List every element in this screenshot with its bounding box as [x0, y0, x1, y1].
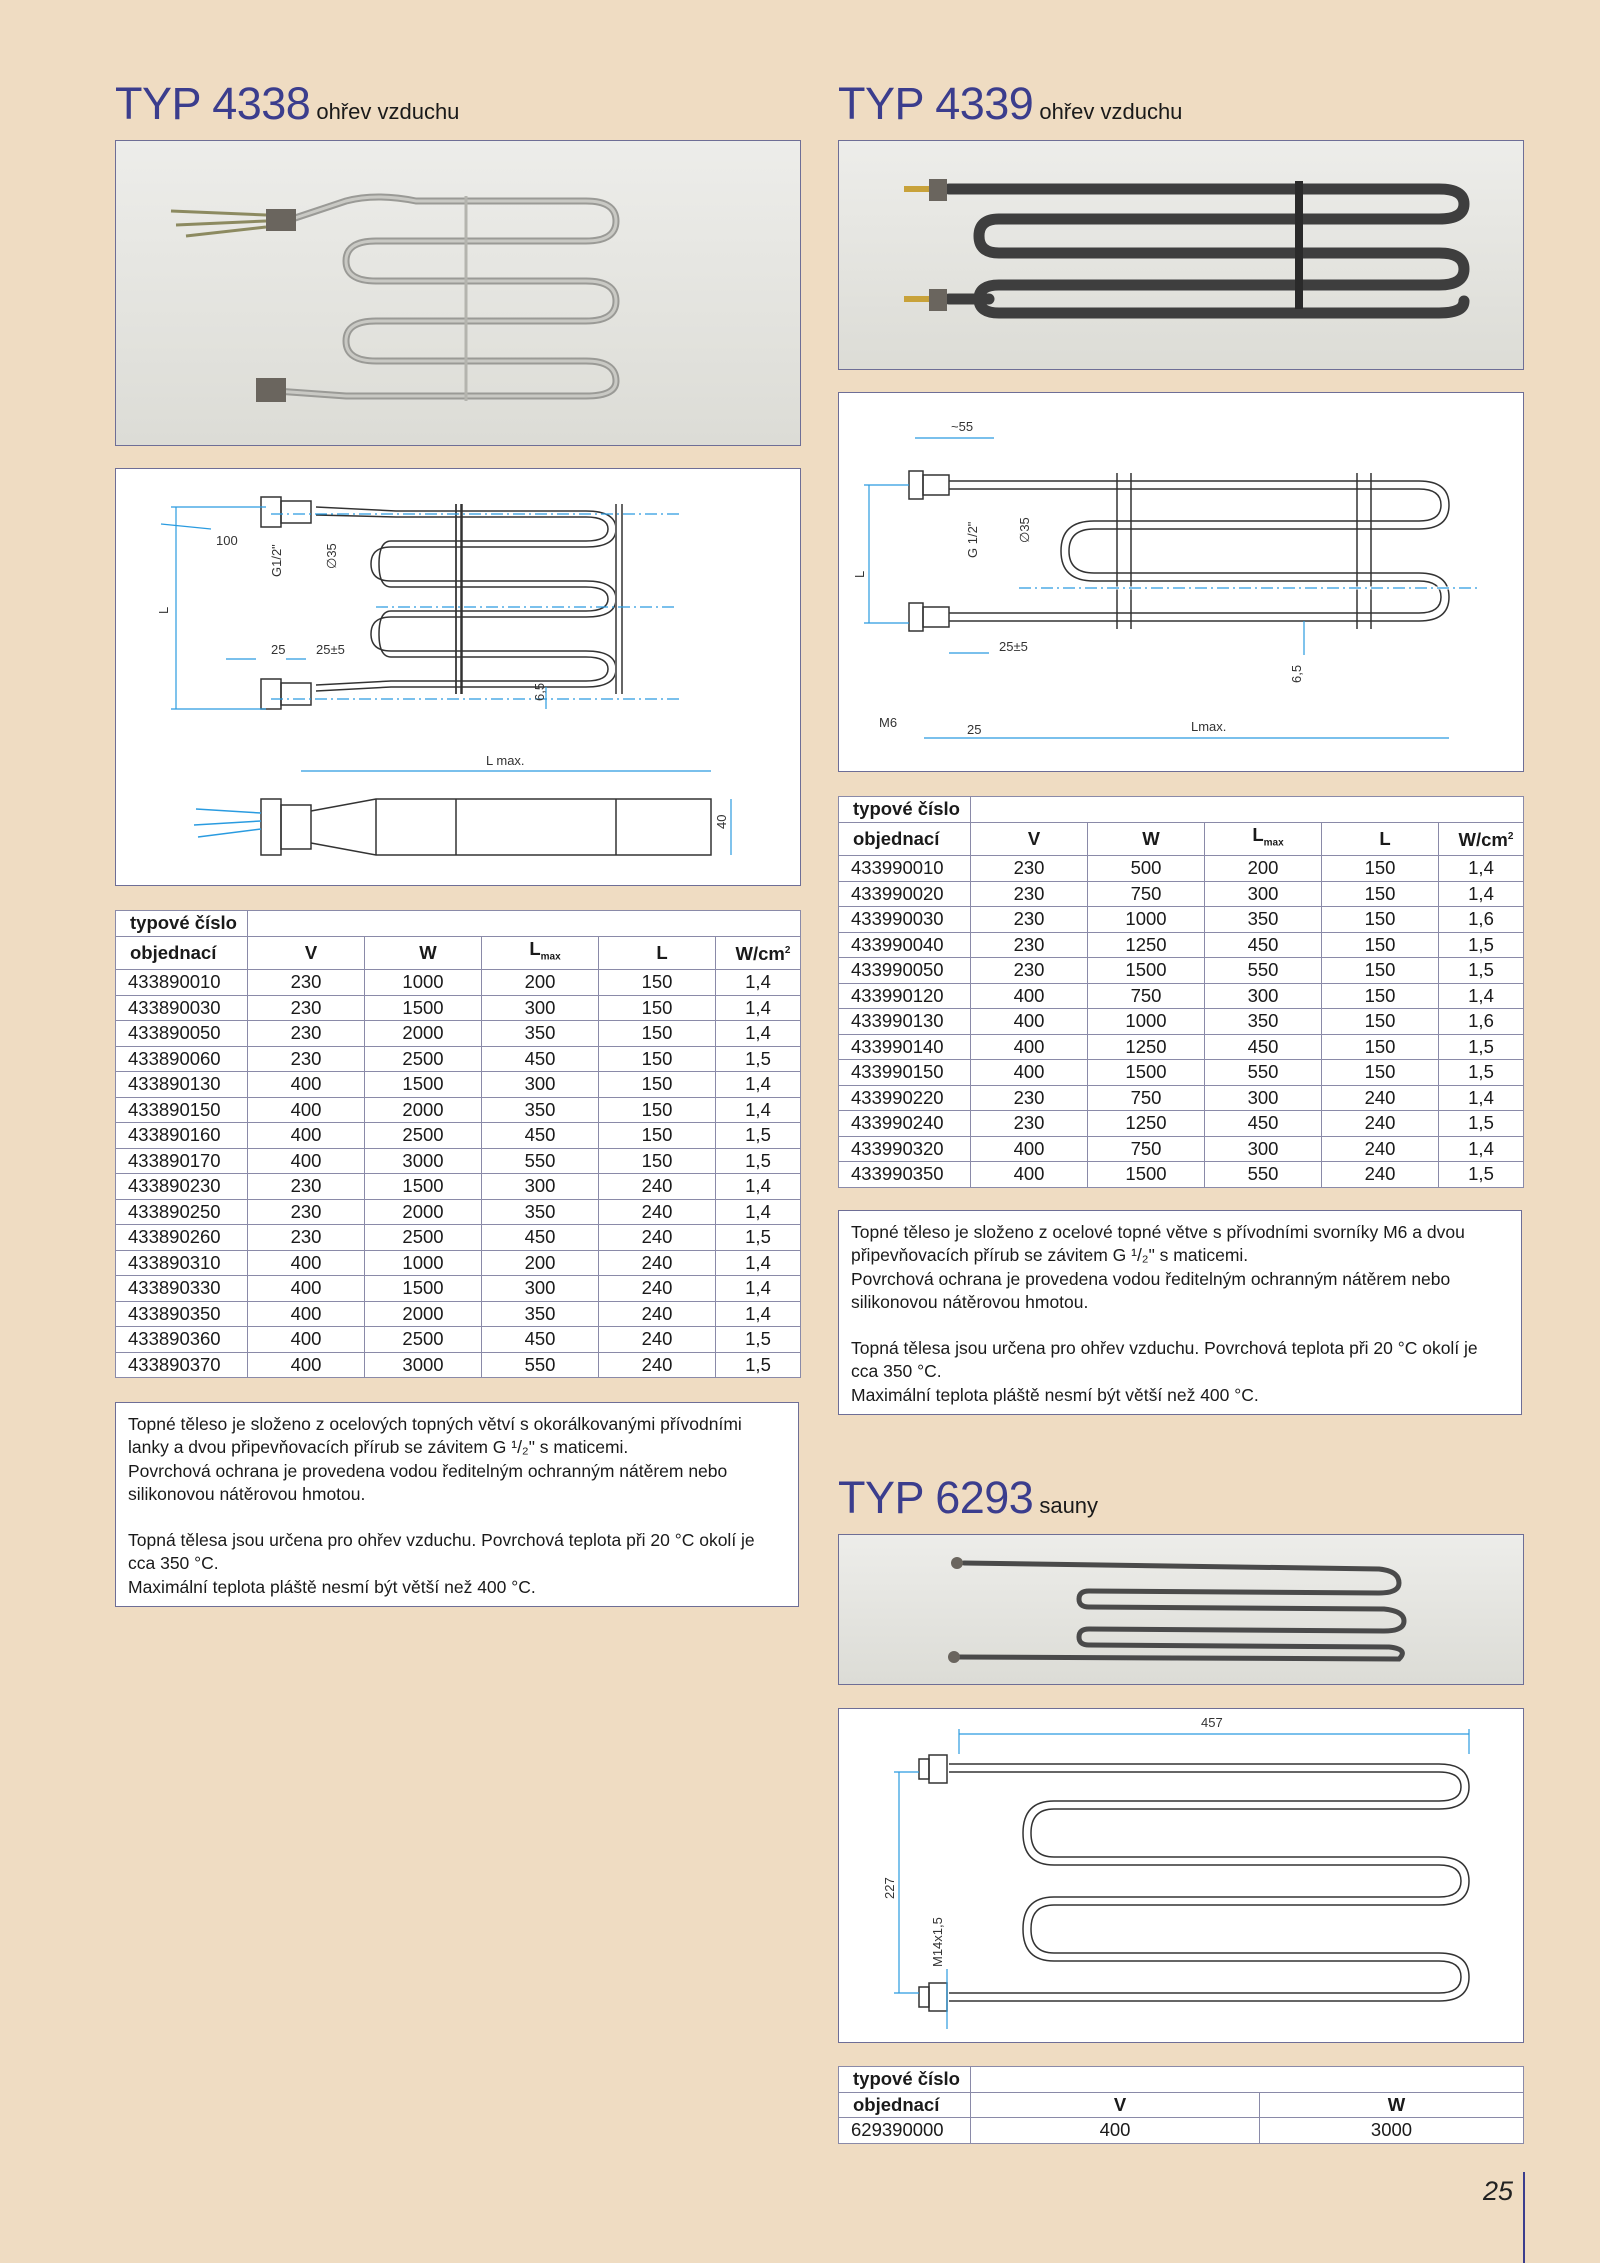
- value-cell: 150: [1322, 1060, 1439, 1086]
- value-cell: 240: [1322, 1111, 1439, 1137]
- description-box: [115, 1402, 799, 1607]
- value-cell: 1,5: [1439, 932, 1524, 958]
- header-cell-empty: [248, 911, 801, 937]
- value-cell: 1,6: [1439, 1009, 1524, 1035]
- table-row: [116, 1276, 801, 1302]
- description-text: Topné těleso je složeno z ocelové topné větve s přívodními svorníky M6 a dvou připevňovacích přírub se závitem G ¹/₂" s maticemi.: [851, 1222, 1465, 1266]
- order-number-cell: 433990350: [839, 1162, 971, 1188]
- value-cell: 1500: [1088, 958, 1205, 984]
- header-cell: V: [248, 936, 365, 970]
- table-row: [116, 970, 801, 996]
- table-row: [839, 1162, 1524, 1188]
- order-number-cell: 433890370: [116, 1352, 248, 1378]
- value-cell: 240: [599, 1352, 716, 1378]
- value-cell: 550: [482, 1352, 599, 1378]
- value-cell: 400: [248, 1097, 365, 1123]
- value-cell: 150: [599, 995, 716, 1021]
- value-cell: 2500: [365, 1225, 482, 1251]
- value-cell: 150: [599, 1148, 716, 1174]
- value-cell: 150: [1322, 1034, 1439, 1060]
- value-cell: 2000: [365, 1021, 482, 1047]
- value-cell: 1,5: [1439, 1060, 1524, 1086]
- section-heading: [838, 78, 1182, 130]
- value-cell: 1,4: [1439, 856, 1524, 882]
- value-cell: 300: [482, 995, 599, 1021]
- table-row: [116, 1327, 801, 1353]
- header-cell: typové číslo: [116, 911, 248, 937]
- value-cell: 150: [1322, 1009, 1439, 1035]
- value-cell: 1,6: [1439, 907, 1524, 933]
- value-cell: 350: [1205, 1009, 1322, 1035]
- table-row: [839, 856, 1524, 882]
- value-cell: 1000: [1088, 1009, 1205, 1035]
- type-subtitle: sauny: [1039, 1493, 1099, 1518]
- table-row: [839, 932, 1524, 958]
- value-cell: 240: [599, 1174, 716, 1200]
- order-number-cell: 433890360: [116, 1327, 248, 1353]
- dim-25-5: 25±5: [316, 642, 345, 657]
- value-cell: 400: [971, 1162, 1088, 1188]
- value-cell: 240: [1322, 1136, 1439, 1162]
- table-row: [116, 1250, 801, 1276]
- type-title: TYP 4338: [115, 78, 311, 129]
- value-cell: 450: [482, 1327, 599, 1353]
- order-number-cell: 433990150: [839, 1060, 971, 1086]
- table-row: [839, 958, 1524, 984]
- value-cell: 150: [1322, 856, 1439, 882]
- value-cell: 1500: [1088, 1060, 1205, 1086]
- dim-6-5: 6,5: [532, 682, 547, 701]
- value-cell: 300: [482, 1174, 599, 1200]
- value-cell: 2000: [365, 1301, 482, 1327]
- value-cell: 1,5: [1439, 1162, 1524, 1188]
- value-cell: 230: [971, 932, 1088, 958]
- value-cell: 240: [599, 1199, 716, 1225]
- value-cell: 350: [482, 1301, 599, 1327]
- type-subtitle: ohřev vzduchu: [1039, 99, 1183, 124]
- value-cell: 230: [248, 1021, 365, 1047]
- dim-l1: L: [156, 606, 171, 614]
- dim-d35: ∅35: [1017, 517, 1032, 543]
- technical-drawing: [838, 1708, 1524, 2043]
- value-cell: 230: [971, 958, 1088, 984]
- table-header-row: [116, 911, 801, 937]
- value-cell: 1,5: [1439, 1034, 1524, 1060]
- value-cell: 1,5: [716, 1225, 801, 1251]
- header-cell: $W/cm^2$: [716, 936, 801, 970]
- value-cell: 1000: [1088, 907, 1205, 933]
- value-cell: 400: [248, 1148, 365, 1174]
- order-number-cell: 433890130: [116, 1072, 248, 1098]
- header-cell: objednací: [116, 936, 248, 970]
- value-cell: 1,5: [716, 1123, 801, 1149]
- value-cell: 400: [971, 1136, 1088, 1162]
- value-cell: 240: [599, 1225, 716, 1251]
- type-title: TYP 6293: [838, 1472, 1034, 1523]
- dim-l1: L: [852, 570, 867, 578]
- value-cell: 1,5: [716, 1148, 801, 1174]
- table-body: [839, 856, 1524, 1188]
- header-cell: $L_{max}$: [1205, 822, 1322, 856]
- value-cell: 2500: [365, 1327, 482, 1353]
- table-row: [116, 1021, 801, 1047]
- order-number-cell: 433990010: [839, 856, 971, 882]
- table-row: [116, 1123, 801, 1149]
- value-cell: 1,4: [716, 1199, 801, 1225]
- value-cell: 150: [599, 970, 716, 996]
- header-cell: typové číslo: [839, 797, 971, 823]
- product-photo: [838, 140, 1524, 370]
- table-row: [839, 983, 1524, 1009]
- table-header-row: [839, 797, 1524, 823]
- value-cell: 2000: [365, 1097, 482, 1123]
- value-cell: 150: [599, 1097, 716, 1123]
- dim-m14: M14x1,5: [930, 1917, 945, 1967]
- value-cell: 1,4: [1439, 1136, 1524, 1162]
- table-row: [116, 1097, 801, 1123]
- drawing-4339: [839, 393, 1523, 771]
- value-cell: 240: [599, 1276, 716, 1302]
- value-cell: 550: [1205, 958, 1322, 984]
- table-row: [839, 1009, 1524, 1035]
- drawing-6293: [839, 1709, 1523, 2042]
- table-row: [116, 1301, 801, 1327]
- value-cell: 300: [1205, 1136, 1322, 1162]
- value-cell: 500: [1088, 856, 1205, 882]
- value-cell: 1500: [1088, 1162, 1205, 1188]
- value-cell: 3000: [1260, 2118, 1524, 2144]
- order-number-cell: 433890030: [116, 995, 248, 1021]
- value-cell: 230: [971, 856, 1088, 882]
- technical-drawing: [838, 392, 1524, 772]
- dim-100: 100: [216, 533, 238, 548]
- value-cell: 1,5: [1439, 1111, 1524, 1137]
- description-box: [838, 1210, 1522, 1415]
- value-cell: 150: [599, 1072, 716, 1098]
- header-cell: L: [1322, 822, 1439, 856]
- value-cell: 400: [971, 1009, 1088, 1035]
- header-cell-empty: [971, 2067, 1524, 2093]
- value-cell: 150: [1322, 932, 1439, 958]
- value-cell: 1250: [1088, 932, 1205, 958]
- section-heading: [115, 78, 459, 130]
- value-cell: 230: [248, 1174, 365, 1200]
- value-cell: 400: [248, 1301, 365, 1327]
- table-body: [116, 970, 801, 1378]
- page-number-bar: [1523, 2172, 1525, 2263]
- table-row: [839, 1085, 1524, 1111]
- value-cell: 1500: [365, 1174, 482, 1200]
- value-cell: 300: [1205, 1085, 1322, 1111]
- value-cell: 1,4: [1439, 881, 1524, 907]
- value-cell: 230: [248, 995, 365, 1021]
- order-number-cell: 433890050: [116, 1021, 248, 1047]
- table-row: [116, 1148, 801, 1174]
- header-cell: W: [365, 936, 482, 970]
- value-cell: 230: [971, 907, 1088, 933]
- value-cell: 1,5: [716, 1352, 801, 1378]
- value-cell: 240: [1322, 1162, 1439, 1188]
- value-cell: 1,4: [716, 1301, 801, 1327]
- dim-lmax: L max.: [486, 753, 525, 768]
- value-cell: 150: [1322, 881, 1439, 907]
- dim-g12: G 1/2": [965, 521, 980, 558]
- order-number-cell: 433990140: [839, 1034, 971, 1060]
- section-heading: [838, 1472, 1098, 1524]
- value-cell: 400: [248, 1123, 365, 1149]
- value-cell: 450: [482, 1225, 599, 1251]
- type-subtitle: ohřev vzduchu: [316, 99, 460, 124]
- order-number-cell: 433890150: [116, 1097, 248, 1123]
- value-cell: 400: [248, 1327, 365, 1353]
- header-cell: L: [599, 936, 716, 970]
- value-cell: 1500: [365, 1072, 482, 1098]
- dim-25: 25: [271, 642, 286, 657]
- dim-25-5: 25±5: [999, 639, 1028, 654]
- value-cell: 400: [248, 1072, 365, 1098]
- table-header-row: [839, 2092, 1524, 2118]
- value-cell: 400: [248, 1352, 365, 1378]
- spec-table-4339: [838, 796, 1524, 1188]
- value-cell: 750: [1088, 983, 1205, 1009]
- order-number-cell: 433990020: [839, 881, 971, 907]
- table-row: [116, 995, 801, 1021]
- value-cell: 300: [1205, 983, 1322, 1009]
- type-title: TYP 4339: [838, 78, 1034, 129]
- value-cell: 230: [248, 1225, 365, 1251]
- header-cell-empty: [971, 797, 1524, 823]
- header-cell: typové číslo: [839, 2067, 971, 2093]
- value-cell: 230: [248, 1046, 365, 1072]
- value-cell: 240: [599, 1301, 716, 1327]
- order-number-cell: 433990030: [839, 907, 971, 933]
- description-text: Povrchová ochrana je provedena vodou ředitelným ochranným nátěrem nebo silikonovou nátěrovou hmotou.: [128, 1460, 728, 1504]
- order-number-cell: 433890350: [116, 1301, 248, 1327]
- value-cell: 1,4: [716, 1276, 801, 1302]
- value-cell: 200: [1205, 856, 1322, 882]
- value-cell: 550: [482, 1148, 599, 1174]
- table-row: [116, 1352, 801, 1378]
- value-cell: 3000: [365, 1352, 482, 1378]
- value-cell: 1,4: [716, 1021, 801, 1047]
- value-cell: 750: [1088, 881, 1205, 907]
- header-cell: $L_{max}$: [482, 936, 599, 970]
- table-header-row: [839, 2067, 1524, 2093]
- value-cell: 150: [1322, 907, 1439, 933]
- value-cell: 230: [971, 1111, 1088, 1137]
- value-cell: 1,5: [716, 1046, 801, 1072]
- table-row: [116, 1199, 801, 1225]
- page-number: 25: [1483, 2176, 1514, 2206]
- heater-photo-illustration: [839, 141, 1523, 369]
- value-cell: 1,4: [716, 1072, 801, 1098]
- value-cell: 1,4: [716, 995, 801, 1021]
- value-cell: 1,4: [716, 970, 801, 996]
- order-number-cell: 433990040: [839, 932, 971, 958]
- order-number-cell: 433890170: [116, 1148, 248, 1174]
- heater-photo-illustration: [839, 1535, 1523, 1684]
- table-body: [839, 2118, 1524, 2144]
- order-number-cell: 433890010: [116, 970, 248, 996]
- value-cell: 450: [482, 1046, 599, 1072]
- description-text: Topné těleso je složeno z ocelových topných větví s okorálkovanými přívodními lanky a dvou připevňovacích přírub se závitem G ¹/₂" s maticemi.: [128, 1414, 742, 1458]
- value-cell: 1,4: [1439, 1085, 1524, 1111]
- order-number-cell: 433890160: [116, 1123, 248, 1149]
- value-cell: 200: [482, 970, 599, 996]
- order-number-cell: 433990320: [839, 1136, 971, 1162]
- description-text: Topná tělesa jsou určena pro ohřev vzduchu. Povrchová teplota při 20 °C okolí je cca 350 °C.: [128, 1530, 755, 1574]
- header-cell: V: [971, 822, 1088, 856]
- dim-25: 25: [967, 722, 982, 737]
- value-cell: 350: [482, 1021, 599, 1047]
- order-number-cell: 433990130: [839, 1009, 971, 1035]
- description-text: Maximální teplota pláště nesmí být větší než 400 °C.: [128, 1576, 536, 1597]
- value-cell: 450: [1205, 1111, 1322, 1137]
- value-cell: 400: [248, 1276, 365, 1302]
- value-cell: 1250: [1088, 1034, 1205, 1060]
- value-cell: 1,4: [716, 1250, 801, 1276]
- order-number-cell: 433990120: [839, 983, 971, 1009]
- table-row: [839, 1034, 1524, 1060]
- table-row: [116, 1072, 801, 1098]
- value-cell: 300: [482, 1276, 599, 1302]
- description-text: Topná tělesa jsou určena pro ohřev vzduchu. Povrchová teplota při 20 °C okolí je cca 350 °C.: [851, 1338, 1478, 1382]
- value-cell: 550: [1205, 1162, 1322, 1188]
- value-cell: 200: [482, 1250, 599, 1276]
- value-cell: 240: [599, 1327, 716, 1353]
- value-cell: 400: [971, 1060, 1088, 1086]
- value-cell: 750: [1088, 1136, 1205, 1162]
- value-cell: 150: [1322, 983, 1439, 1009]
- value-cell: 240: [1322, 1085, 1439, 1111]
- value-cell: 300: [482, 1072, 599, 1098]
- dim-g12: G1/2": [269, 544, 284, 577]
- value-cell: 150: [1322, 958, 1439, 984]
- order-number-cell: 433990220: [839, 1085, 971, 1111]
- value-cell: 400: [971, 2118, 1260, 2144]
- order-number-cell: 433890330: [116, 1276, 248, 1302]
- dim-40: 40: [714, 814, 729, 829]
- value-cell: 450: [1205, 1034, 1322, 1060]
- table-row: [839, 1060, 1524, 1086]
- value-cell: 2000: [365, 1199, 482, 1225]
- order-number-cell: 433890250: [116, 1199, 248, 1225]
- dim-lmax: Lmax.: [1191, 719, 1227, 734]
- spec-table-4338: [115, 910, 801, 1378]
- value-cell: 150: [599, 1021, 716, 1047]
- description-text: Povrchová ochrana je provedena vodou ředitelným ochranným nátěrem nebo silikonovou nátěrovou hmotou.: [851, 1268, 1451, 1312]
- dim-d35: ∅35: [324, 543, 339, 569]
- heater-photo-illustration: [116, 141, 800, 445]
- technical-drawing: [115, 468, 801, 886]
- value-cell: 450: [482, 1123, 599, 1149]
- dim-6-5: 6,5: [1289, 664, 1304, 683]
- table-row: [839, 1136, 1524, 1162]
- table-row: [839, 907, 1524, 933]
- value-cell: 1000: [365, 1250, 482, 1276]
- value-cell: 3000: [365, 1148, 482, 1174]
- table-header-row: [839, 822, 1524, 856]
- dim-m6: M6: [879, 715, 898, 730]
- value-cell: 350: [1205, 907, 1322, 933]
- value-cell: 400: [971, 1034, 1088, 1060]
- header-cell: objednací: [839, 822, 971, 856]
- value-cell: 1,4: [716, 1174, 801, 1200]
- order-number-cell: 433890260: [116, 1225, 248, 1251]
- value-cell: 2500: [365, 1123, 482, 1149]
- value-cell: 1000: [365, 970, 482, 996]
- value-cell: 240: [599, 1250, 716, 1276]
- table-row: [116, 1225, 801, 1251]
- description-text: Maximální teplota pláště nesmí být větší než 400 °C.: [851, 1384, 1259, 1405]
- value-cell: 400: [971, 983, 1088, 1009]
- value-cell: 1250: [1088, 1111, 1205, 1137]
- value-cell: 1500: [365, 1276, 482, 1302]
- dim-227: 227: [882, 1877, 897, 1899]
- value-cell: 230: [971, 1085, 1088, 1111]
- drawing-4338: [116, 469, 800, 885]
- value-cell: 230: [971, 881, 1088, 907]
- value-cell: 300: [1205, 881, 1322, 907]
- table-row: [839, 1111, 1524, 1137]
- order-number-cell: 433990050: [839, 958, 971, 984]
- header-cell: W: [1260, 2092, 1524, 2118]
- table-row: [839, 2118, 1524, 2144]
- value-cell: 230: [248, 970, 365, 996]
- value-cell: 2500: [365, 1046, 482, 1072]
- value-cell: 550: [1205, 1060, 1322, 1086]
- table-row: [839, 881, 1524, 907]
- order-number-cell: 433890060: [116, 1046, 248, 1072]
- value-cell: 1,5: [716, 1327, 801, 1353]
- value-cell: 230: [248, 1199, 365, 1225]
- value-cell: 400: [248, 1250, 365, 1276]
- value-cell: 150: [599, 1046, 716, 1072]
- product-photo: [838, 1534, 1524, 1685]
- value-cell: 350: [482, 1097, 599, 1123]
- value-cell: 750: [1088, 1085, 1205, 1111]
- dim-55: ~55: [951, 419, 974, 434]
- product-photo: [115, 140, 801, 446]
- order-number-cell: 433890310: [116, 1250, 248, 1276]
- header-cell: objednací: [839, 2092, 971, 2118]
- table-row: [116, 1174, 801, 1200]
- order-number-cell: 433890230: [116, 1174, 248, 1200]
- value-cell: 350: [482, 1199, 599, 1225]
- value-cell: 150: [599, 1123, 716, 1149]
- table-header-row: [116, 936, 801, 970]
- header-cell: $W/cm^2$: [1439, 822, 1524, 856]
- dim-457: 457: [1201, 1715, 1223, 1730]
- value-cell: 1,4: [1439, 983, 1524, 1009]
- value-cell: 450: [1205, 932, 1322, 958]
- table-row: [116, 1046, 801, 1072]
- value-cell: 1,4: [716, 1097, 801, 1123]
- header-cell: W: [1088, 822, 1205, 856]
- value-cell: 1,5: [1439, 958, 1524, 984]
- value-cell: 1500: [365, 995, 482, 1021]
- order-number-cell: 433990240: [839, 1111, 971, 1137]
- order-number-cell: 629390000: [839, 2118, 971, 2144]
- header-cell: V: [971, 2092, 1260, 2118]
- spec-table-6293: [838, 2066, 1524, 2144]
